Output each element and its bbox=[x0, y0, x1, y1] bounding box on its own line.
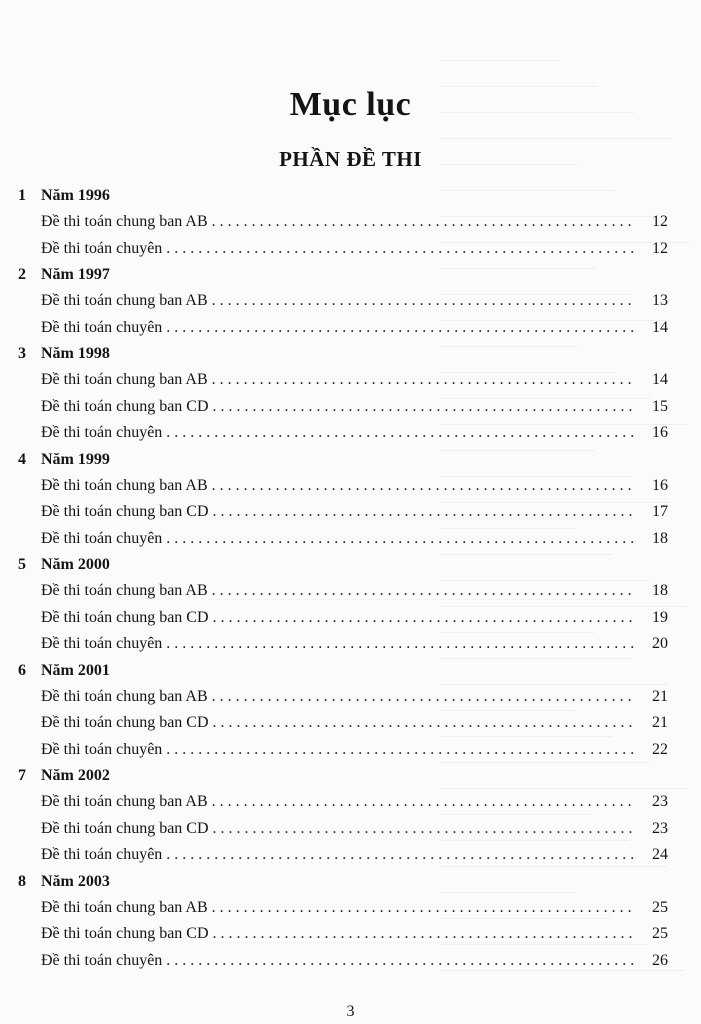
entry-page-number: 19 bbox=[652, 608, 668, 626]
section-title: Năm 2002 bbox=[41, 767, 110, 784]
toc-entry[interactable] bbox=[0, 499, 701, 526]
entry-page-number: 20 bbox=[652, 635, 668, 652]
section-heading[interactable] bbox=[0, 658, 701, 684]
toc-section bbox=[0, 763, 701, 869]
entry-label: Đề thi toán chuyên bbox=[41, 740, 163, 758]
toc-entry[interactable] bbox=[0, 605, 701, 632]
section-number: 4 bbox=[18, 450, 26, 468]
entry-page-number: 22 bbox=[652, 740, 668, 758]
page-title: Mục lục bbox=[289, 86, 412, 123]
section-heading[interactable] bbox=[0, 447, 701, 473]
entry-label: Đề thi toán chuyên bbox=[41, 635, 163, 652]
section-title: Năm 1996 bbox=[41, 187, 110, 204]
toc-section bbox=[0, 262, 701, 341]
toc-entry[interactable] bbox=[0, 948, 701, 975]
entry-page-number: 18 bbox=[652, 529, 668, 547]
entry-label: Đề thi toán chung ban CD bbox=[41, 925, 209, 942]
dot-leader bbox=[166, 842, 636, 869]
entry-page-number: 18 bbox=[652, 582, 668, 599]
dot-leader bbox=[166, 236, 636, 263]
entry-page-number: 12 bbox=[652, 213, 668, 230]
entry-label: Đề thi toán chuyên bbox=[41, 318, 163, 336]
dot-leader bbox=[213, 605, 636, 632]
entry-page-number: 13 bbox=[652, 292, 668, 309]
dot-leader bbox=[212, 367, 636, 394]
toc-entry[interactable] bbox=[0, 789, 701, 816]
section-title: Năm 2000 bbox=[41, 556, 110, 573]
entry-page-number: 25 bbox=[652, 925, 668, 942]
toc-entry[interactable] bbox=[0, 842, 701, 869]
toc-entry[interactable] bbox=[0, 367, 701, 394]
toc-section bbox=[0, 341, 701, 447]
entry-label: Đề thi toán chung ban AB bbox=[41, 292, 208, 309]
toc-section bbox=[0, 183, 701, 262]
toc-entry[interactable] bbox=[0, 288, 701, 315]
section-number: 6 bbox=[18, 661, 26, 679]
dot-leader bbox=[212, 895, 636, 922]
entry-page-number: 15 bbox=[652, 397, 668, 415]
dot-leader bbox=[212, 578, 636, 605]
entry-page-number: 14 bbox=[652, 371, 668, 388]
section-number: 2 bbox=[18, 266, 26, 283]
dot-leader bbox=[213, 921, 636, 948]
dot-leader bbox=[166, 315, 636, 342]
entry-label: Đề thi toán chung ban CD bbox=[41, 397, 209, 415]
dot-leader bbox=[166, 737, 636, 764]
entry-page-number: 24 bbox=[652, 846, 668, 863]
toc-entry[interactable] bbox=[0, 315, 701, 342]
dot-leader bbox=[166, 526, 636, 553]
section-number: 8 bbox=[18, 872, 26, 890]
section-number: 1 bbox=[18, 187, 26, 204]
toc-entry[interactable] bbox=[0, 816, 701, 843]
entry-label: Đề thi toán chung ban AB bbox=[41, 371, 208, 388]
toc-entry[interactable] bbox=[0, 895, 701, 922]
entry-label: Đề thi toán chuyên bbox=[41, 424, 163, 441]
dot-leader bbox=[212, 789, 636, 816]
toc-section bbox=[0, 447, 701, 553]
entry-page-number: 12 bbox=[652, 239, 668, 257]
toc-entry[interactable] bbox=[0, 710, 701, 737]
section-heading[interactable] bbox=[0, 552, 701, 578]
toc-section bbox=[0, 658, 701, 764]
entry-page-number: 14 bbox=[652, 318, 668, 336]
entry-label: Đề thi toán chung ban AB bbox=[41, 582, 208, 599]
entry-label: Đề thi toán chung ban CD bbox=[41, 714, 209, 731]
entry-label: Đề thi toán chung ban AB bbox=[41, 476, 208, 494]
entry-label: Đề thi toán chuyên bbox=[41, 846, 163, 863]
section-title: Năm 2001 bbox=[41, 661, 110, 679]
entry-label: Đề thi toán chung ban AB bbox=[41, 898, 208, 916]
entry-page-number: 21 bbox=[652, 687, 668, 705]
entry-label: Đề thi toán chung ban AB bbox=[41, 213, 208, 230]
dot-leader bbox=[166, 420, 636, 447]
section-heading[interactable] bbox=[0, 183, 701, 209]
entry-label: Đề thi toán chuyên bbox=[41, 239, 163, 257]
dot-leader bbox=[212, 288, 636, 315]
section-title: Năm 1999 bbox=[41, 450, 110, 468]
page-number: 3 bbox=[346, 1003, 355, 1020]
table-of-contents bbox=[0, 183, 701, 974]
dot-leader bbox=[213, 816, 636, 843]
section-number: 3 bbox=[18, 345, 26, 362]
toc-entry[interactable] bbox=[0, 578, 701, 605]
section-heading[interactable] bbox=[0, 341, 701, 367]
dot-leader bbox=[212, 473, 636, 500]
toc-entry[interactable] bbox=[0, 209, 701, 236]
dot-leader bbox=[213, 499, 636, 526]
toc-entry[interactable] bbox=[0, 526, 701, 553]
toc-entry[interactable] bbox=[0, 631, 701, 658]
section-heading[interactable] bbox=[0, 763, 701, 789]
entry-label: Đề thi toán chung ban CD bbox=[41, 819, 209, 837]
section-heading[interactable] bbox=[0, 869, 701, 895]
toc-entry[interactable] bbox=[0, 394, 701, 421]
entry-page-number: 23 bbox=[652, 819, 668, 837]
entry-page-number: 16 bbox=[652, 424, 668, 441]
toc-entry[interactable] bbox=[0, 684, 701, 711]
entry-page-number: 21 bbox=[652, 714, 668, 731]
entry-label: Đề thi toán chung ban CD bbox=[41, 503, 209, 520]
section-heading[interactable] bbox=[0, 262, 701, 288]
part-title: PHẦN ĐỀ THI bbox=[279, 147, 422, 171]
entry-page-number: 26 bbox=[652, 951, 668, 969]
dot-leader bbox=[213, 710, 636, 737]
section-number: 7 bbox=[18, 767, 26, 784]
dot-leader bbox=[212, 209, 636, 236]
toc-section bbox=[0, 869, 701, 975]
entry-label: Đề thi toán chung ban AB bbox=[41, 687, 208, 705]
show-through-line bbox=[440, 138, 671, 139]
section-title: Năm 2003 bbox=[41, 872, 110, 890]
entry-label: Đề thi toán chung ban AB bbox=[41, 793, 208, 810]
dot-leader bbox=[166, 948, 636, 975]
entry-page-number: 25 bbox=[652, 898, 668, 916]
section-title: Năm 1998 bbox=[41, 345, 110, 362]
dot-leader bbox=[212, 684, 636, 711]
entry-page-number: 23 bbox=[652, 793, 668, 810]
dot-leader bbox=[166, 631, 636, 658]
toc-entry[interactable] bbox=[0, 921, 701, 948]
toc-section bbox=[0, 552, 701, 658]
toc-entry[interactable] bbox=[0, 473, 701, 500]
show-through-line bbox=[440, 60, 560, 61]
entry-page-number: 17 bbox=[652, 503, 668, 520]
entry-page-number: 16 bbox=[652, 476, 668, 494]
section-title: Năm 1997 bbox=[41, 266, 110, 283]
section-number: 5 bbox=[18, 556, 26, 573]
toc-entry[interactable] bbox=[0, 420, 701, 447]
entry-label: Đề thi toán chung ban CD bbox=[41, 608, 209, 626]
dot-leader bbox=[213, 394, 636, 421]
toc-entry[interactable] bbox=[0, 737, 701, 764]
entry-label: Đề thi toán chuyên bbox=[41, 529, 163, 547]
entry-label: Đề thi toán chuyên bbox=[41, 951, 163, 969]
toc-entry[interactable] bbox=[0, 236, 701, 263]
